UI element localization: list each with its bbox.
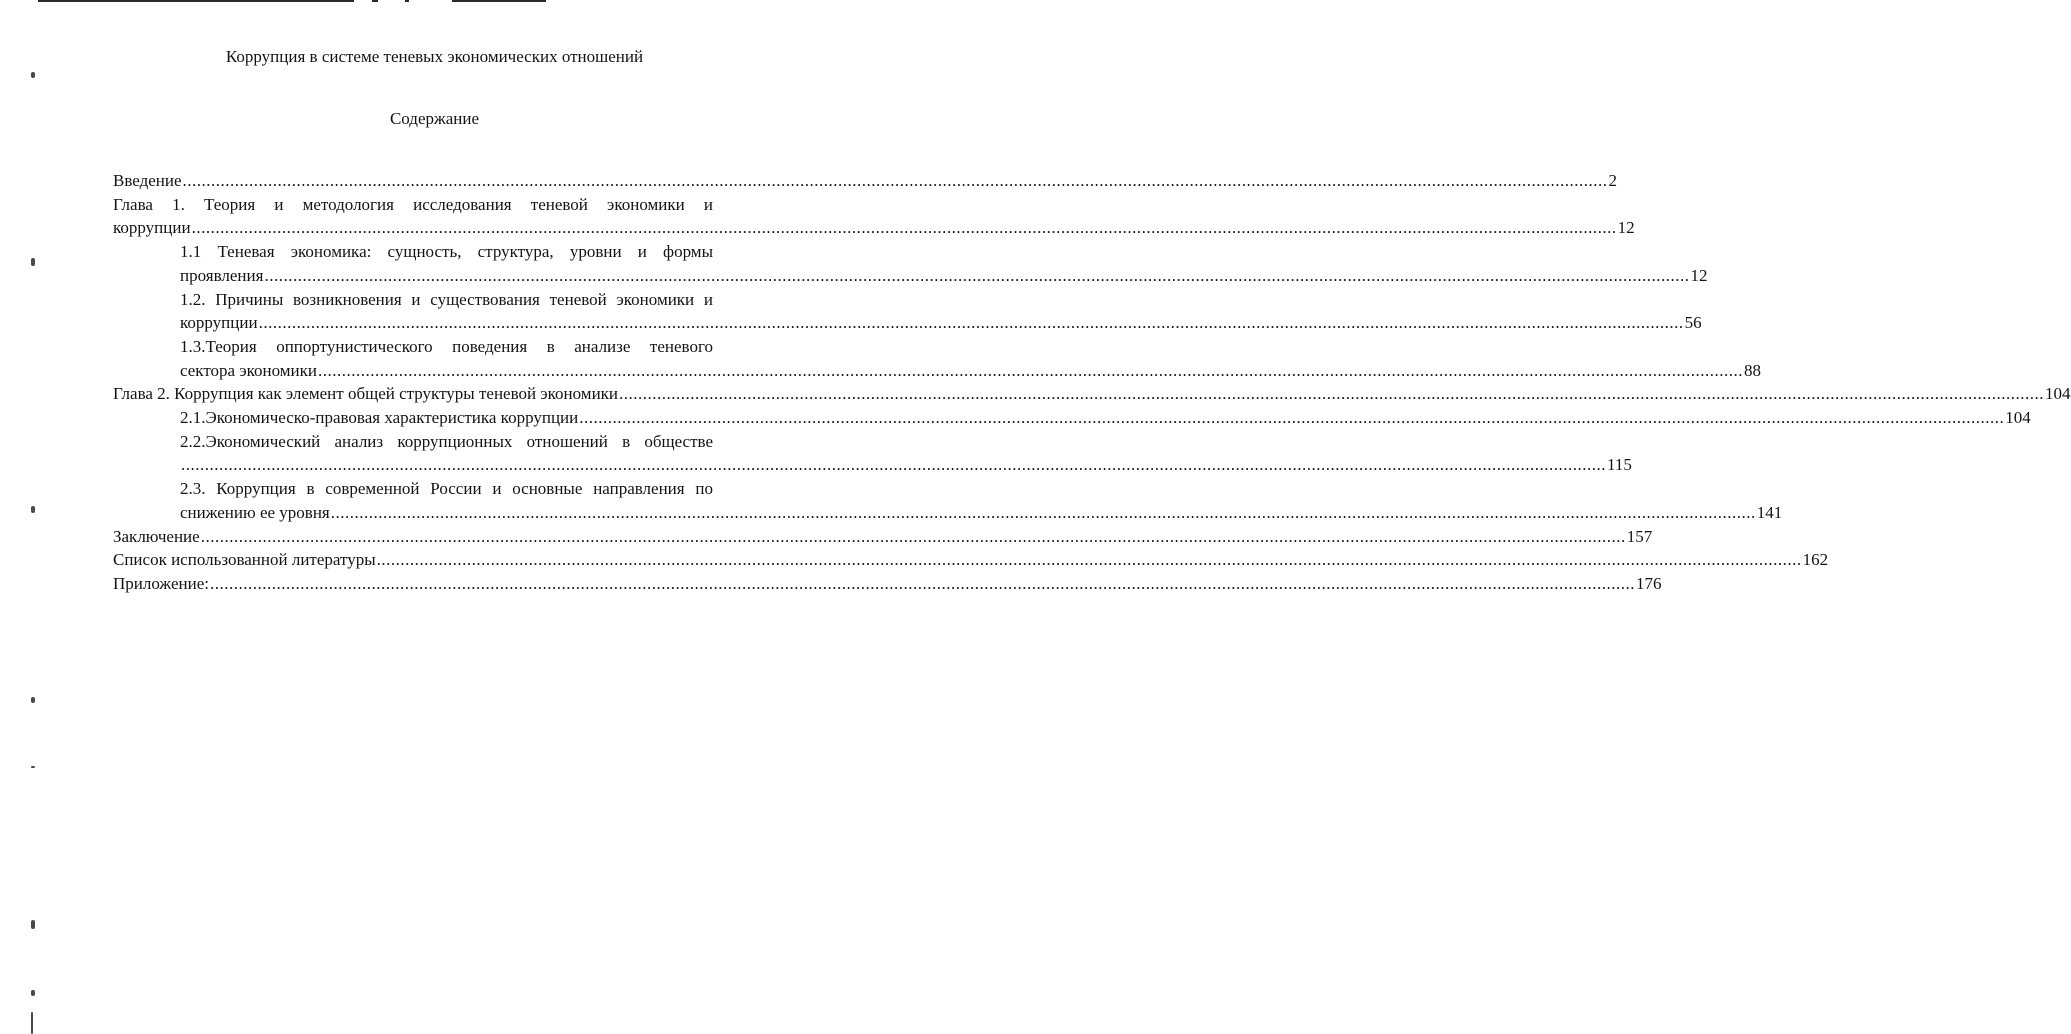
toc-entry-text: 2.3. Коррупция в современной России и основные направления по bbox=[180, 479, 713, 499]
toc-page-number: 12 bbox=[1617, 218, 1635, 238]
toc-entry-line bbox=[180, 264, 1708, 288]
dot-leader: ............................................................................................................................................................................................................................................................................................................ bbox=[376, 550, 1802, 570]
toc-entry-text: коррупции bbox=[113, 218, 191, 238]
toc-heading: Содержание bbox=[389, 109, 480, 128]
punch-mark bbox=[31, 766, 35, 768]
toc-entry-line bbox=[113, 572, 1662, 596]
toc-entry-text: 1.3.Теория оппортунистического поведения в анализе теневого bbox=[180, 336, 713, 356]
dot-leader: ............................................................................................................................................................................................................................................................................................................ bbox=[200, 526, 1626, 546]
toc-entry bbox=[180, 288, 1702, 335]
toc-entry-text: 1.1 Теневая экономика: сущность, структура, уровни и формы bbox=[180, 242, 713, 262]
toc-page-number: 157 bbox=[1626, 526, 1653, 546]
toc-entry bbox=[113, 548, 1829, 572]
toc-entry bbox=[113, 525, 1653, 549]
toc-entry-line bbox=[113, 169, 1618, 193]
toc-entry-text: 1.2. Причины возникновения и существования теневой экономики и bbox=[180, 289, 713, 309]
table-of-contents bbox=[113, 169, 2071, 596]
punch-mark bbox=[31, 506, 35, 513]
toc-entry-text: 2.2.Экономический анализ коррупционных отношений в обществе bbox=[180, 431, 713, 451]
punch-mark bbox=[31, 697, 35, 703]
toc-entry-line bbox=[180, 501, 1783, 525]
dot-leader: ............................................................................................................................................................................................................................................................................................................ bbox=[181, 455, 1606, 475]
toc-entry-text: коррупции bbox=[180, 313, 258, 333]
toc-entry bbox=[113, 382, 2071, 406]
toc-entry-text: Введение bbox=[113, 171, 182, 190]
toc-entry-text: Заключение bbox=[113, 526, 200, 546]
dot-leader: ............................................................................................................................................................................................................................................................................................................ bbox=[264, 265, 1690, 285]
dot-leader: ............................................................................................................................................................................................................................................................................................................ bbox=[182, 171, 1608, 190]
toc-entry bbox=[113, 572, 1662, 596]
scan-edge-line bbox=[405, 0, 409, 2]
toc-entry-line bbox=[113, 548, 1829, 572]
toc-entry bbox=[113, 193, 1635, 240]
dot-leader: ............................................................................................................................................................................................................................................................................................................ bbox=[330, 502, 1756, 522]
dot-leader: ............................................................................................................................................................................................................................................................................................................ bbox=[579, 408, 2005, 428]
toc-entry bbox=[113, 169, 1618, 193]
toc-entry bbox=[180, 406, 2031, 430]
document-title: Коррупция в системе теневых экономических отношений bbox=[225, 47, 644, 66]
toc-entry bbox=[180, 240, 1708, 287]
toc-entry bbox=[180, 477, 1783, 524]
scan-edge-line bbox=[372, 0, 378, 2]
toc-entry-line bbox=[180, 359, 1762, 383]
toc-entry-text: проявления bbox=[180, 265, 264, 285]
toc-page-number: 162 bbox=[1802, 550, 1829, 570]
toc-entry-text: Глава 2. Коррупция как элемент общей структуры теневой экономики bbox=[113, 384, 619, 404]
punch-mark bbox=[31, 72, 35, 78]
toc-entry-line bbox=[180, 311, 1702, 335]
punch-mark bbox=[31, 920, 35, 929]
dot-leader: ............................................................................................................................................................................................................................................................................................................ bbox=[258, 313, 1684, 333]
toc-entry-line bbox=[113, 382, 2071, 406]
dot-leader: ............................................................................................................................................................................................................................................................................................................ bbox=[209, 573, 1635, 593]
toc-page-number: 115 bbox=[1607, 455, 1632, 475]
toc-entry-line bbox=[113, 525, 1653, 549]
toc-page-number: 176 bbox=[1635, 573, 1662, 593]
dot-leader: ............................................................................................................................................................................................................................................................................................................ bbox=[191, 218, 1617, 238]
toc-page-number: 141 bbox=[1756, 502, 1783, 522]
toc-page-number: 104 bbox=[2005, 408, 2031, 428]
toc-page-number: 56 bbox=[1684, 313, 1702, 333]
toc-page-number: 104 bbox=[2045, 384, 2071, 404]
toc-page-number: 12 bbox=[1690, 265, 1708, 285]
toc-entry-text: сектора экономики bbox=[180, 360, 318, 380]
toc-entry-text: снижению ее уровня bbox=[180, 502, 330, 522]
toc-page-number: 2 bbox=[1608, 171, 1618, 190]
punch-mark bbox=[31, 258, 35, 266]
toc-entry bbox=[180, 335, 1762, 382]
toc-entry-line bbox=[180, 453, 1632, 477]
dot-leader: ............................................................................................................................................................................................................................................................................................................ bbox=[619, 384, 2045, 404]
toc-page-number: 88 bbox=[1744, 360, 1762, 380]
toc-entry-line bbox=[180, 406, 2031, 430]
scan-edge-line bbox=[452, 0, 546, 2]
toc-entry-text: Список использованной литературы bbox=[113, 550, 376, 570]
punch-mark bbox=[31, 990, 35, 996]
toc-entry-text: Глава 1. Теория и методология исследования теневой экономики и bbox=[113, 194, 713, 214]
scan-edge-line bbox=[38, 0, 354, 2]
dot-leader: ............................................................................................................................................................................................................................................................................................................ bbox=[318, 360, 1744, 380]
toc-entry-line bbox=[113, 216, 1635, 240]
toc-entry-text: Приложение: bbox=[113, 573, 209, 593]
toc-entry-text: 2.1.Экономическо-правовая характеристика коррупции bbox=[180, 408, 579, 428]
punch-mark bbox=[31, 1012, 33, 1034]
toc-entry bbox=[180, 430, 1632, 477]
